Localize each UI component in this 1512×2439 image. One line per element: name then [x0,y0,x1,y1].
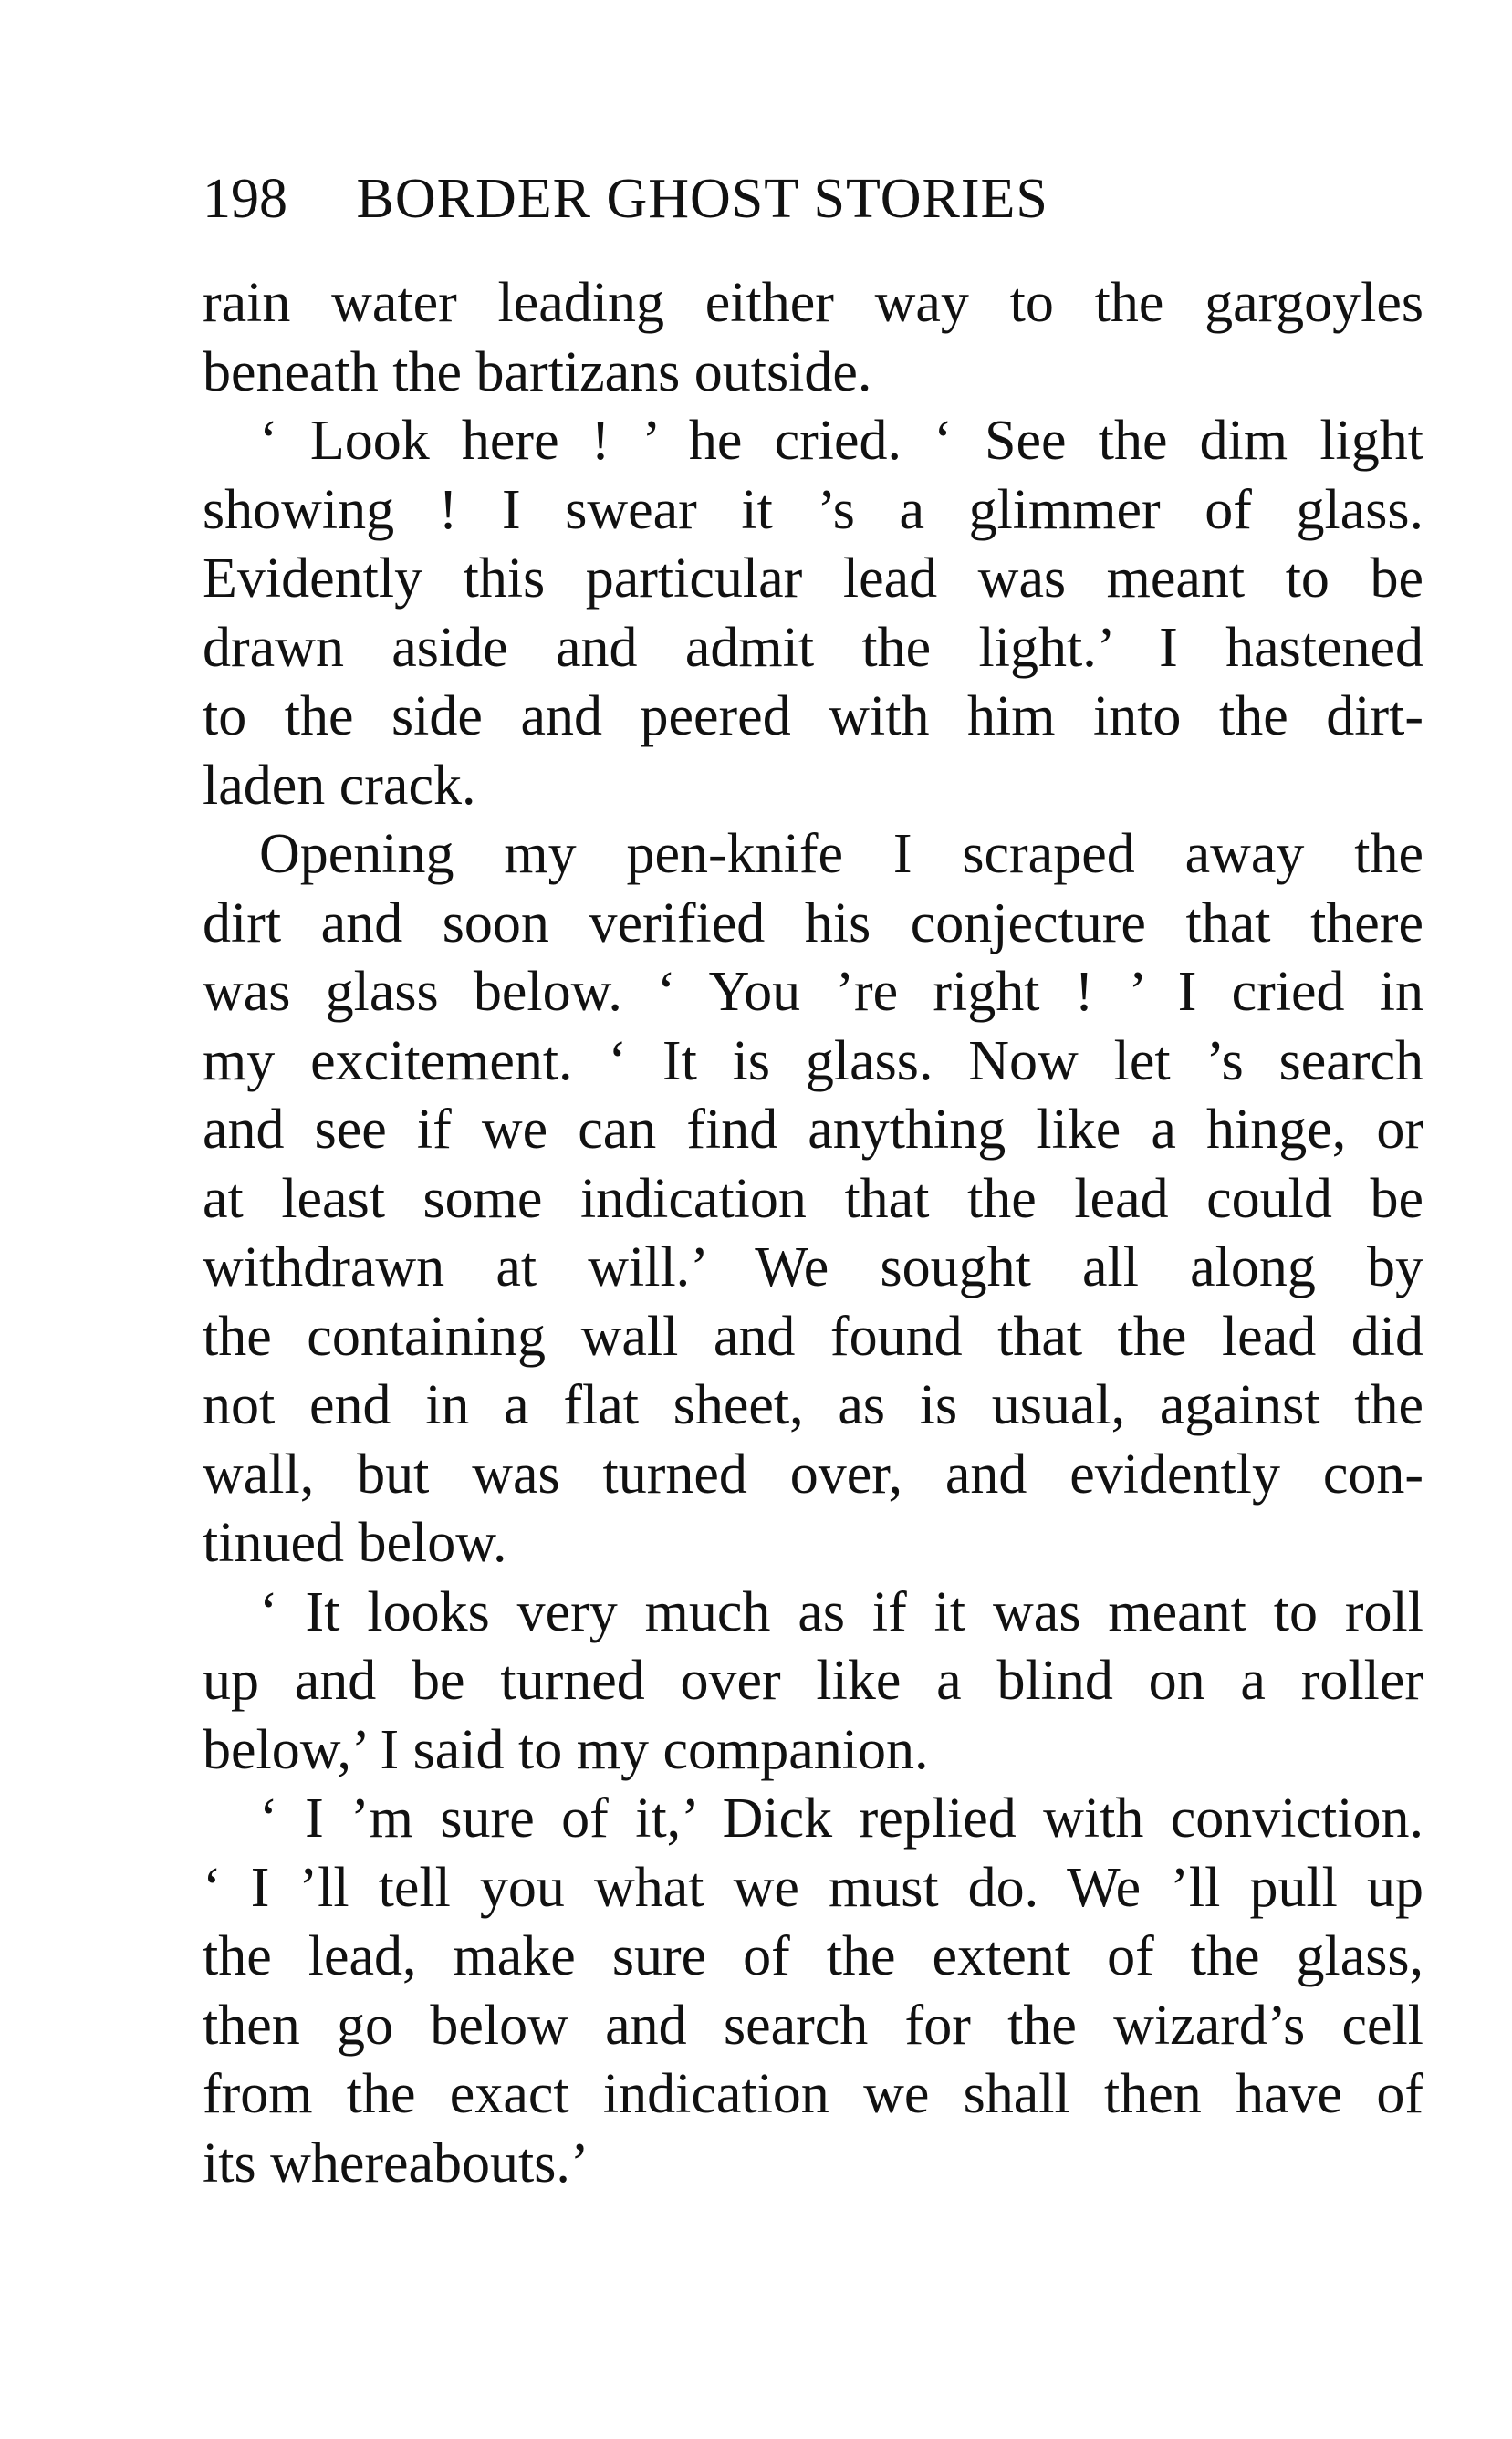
text-line: Opening my pen-knife I scraped away the [259,823,1423,885]
text-line: then go below and search for the wizard’s cell [203,1994,1423,2057]
text-line: not end in a flat sheet, as is usual, against the [203,1374,1423,1436]
text-line: from the exact indication we shall then have of [203,2063,1423,2125]
text-line: its whereabouts.’ [203,2132,589,2194]
text-line: wall, but was turned over, and evidently con- [203,1443,1423,1506]
text-line: the containing wall and found that the lead did [203,1305,1423,1368]
body-text [203,269,1423,2198]
running-title: BORDER GHOST STORIES [356,168,1048,230]
page-header [203,162,1298,235]
text-line: drawn aside and admit the light.’ I hastened [203,616,1423,679]
text-line: my excitement. ‘ It is glass. Now let ’s search [203,1029,1423,1092]
text-line: at least some indication that the lead could be [203,1167,1423,1230]
text-line: ‘ I ’m sure of it,’ Dick replied with conviction. [259,1788,1423,1850]
text-line: ‘ It looks very much as if it was meant to roll [259,1580,1423,1643]
text-line: rain water leading either way to the gargoyles [203,272,1423,334]
text-line: showing ! I swear it ’s a glimmer of glass. [203,478,1423,541]
text-line: dirt and soon verified his conjecture that there [203,891,1423,954]
text-line: withdrawn at will.’ We sought all along by [203,1236,1423,1298]
text-line: tinued below. [203,1512,507,1574]
page-number: 198 [203,168,287,230]
text-line: below,’ I said to my companion. [203,1718,929,1781]
text-line: up and be turned over like a blind on a roller [203,1650,1423,1712]
text-line: laden crack. [203,754,476,817]
text-line: to the side and peered with him into the dirt- [203,685,1423,747]
text-line: Evidently this particular lead was meant to be [203,547,1423,610]
text-line: was glass below. ‘ You ’re right ! ’ I cried in [203,961,1423,1023]
text-line: and see if we can find anything like a hinge, or [203,1099,1423,1161]
text-line: ‘ I ’ll tell you what we must do. We ’ll pull up [203,1856,1423,1919]
text-line: beneath the bartizans outside. [203,340,872,403]
text-line: the lead, make sure of the extent of the glass, [203,1925,1423,1987]
text-line: ‘ Look here ! ’ he cried. ‘ See the dim light [259,410,1423,472]
